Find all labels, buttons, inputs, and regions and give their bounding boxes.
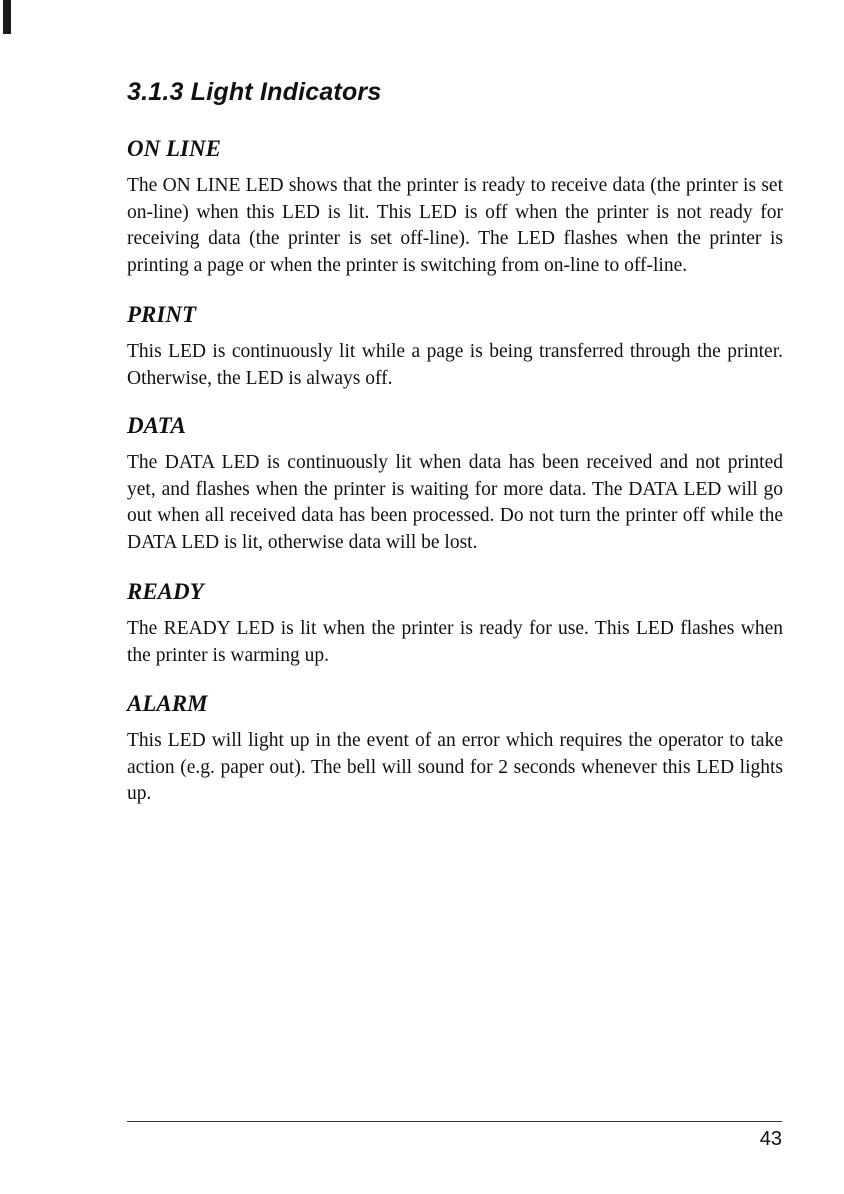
section-title-data: DATA: [127, 413, 186, 438]
section-title-alarm: ALARM: [127, 691, 208, 716]
section-body-print: This LED is continuously lit while a page is being transferred through the printer. Otherwise, the LED is always off.: [127, 341, 783, 389]
page-edge-mark: [3, 0, 11, 34]
section-body-on-line: The ON LINE LED shows that the printer is ready to receive data (the printer is set on-line) when this LED is lit. This LED is off when the printer is not ready for receiving data (the printer is set off-line). The LED flashes when the printer is printing a page or when the printer is switching from on-line to off-line.: [127, 175, 783, 276]
page-number: 43: [759, 1128, 782, 1150]
section-data: [127, 412, 783, 556]
section-title-ready: READY: [127, 579, 204, 604]
section-ready: [127, 578, 783, 669]
section-heading: 3.1.3 Light Indicators: [127, 78, 382, 106]
section-on-line: [127, 135, 783, 279]
section-title-on-line: ON LINE: [127, 136, 221, 161]
section-print: [127, 301, 783, 392]
footer-divider: [127, 1121, 782, 1122]
document-page: [127, 72, 783, 808]
section-body-ready: The READY LED is lit when the printer is ready for use. This LED flashes when the printer is warming up.: [127, 618, 783, 666]
section-body-alarm: This LED will light up in the event of an error which requires the operator to take action (e.g. paper out). The bell will sound for 2 seconds whenever this LED lights up.: [127, 730, 783, 804]
section-body-data: The DATA LED is continuously lit when data has been received and not printed yet, and flashes when the printer is waiting for more data. The DATA LED will go out when all received data has been processed. Do not turn the printer off while the DATA LED is lit, otherwise data will be lost.: [127, 452, 783, 553]
section-title-print: PRINT: [127, 302, 196, 327]
section-alarm: [127, 690, 783, 808]
